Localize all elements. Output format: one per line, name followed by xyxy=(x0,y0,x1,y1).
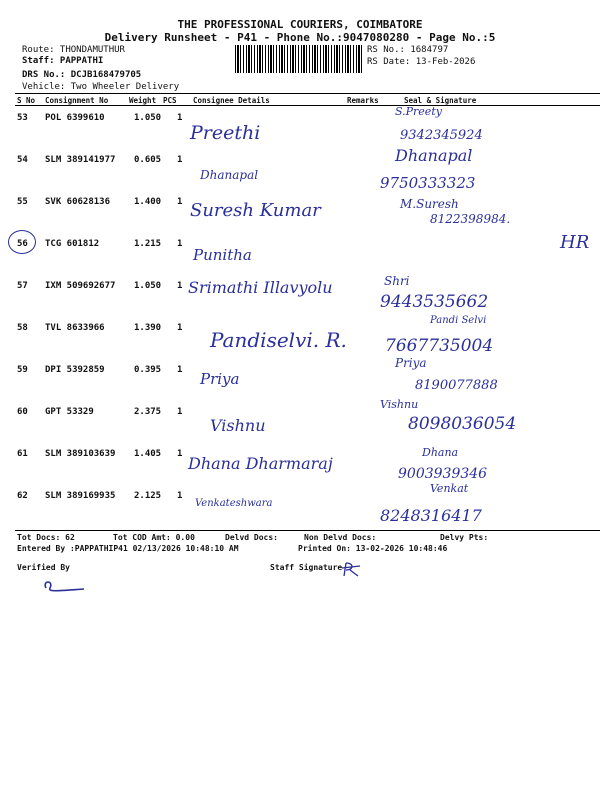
handwritten-signature: M.Suresh xyxy=(400,197,459,211)
runsheet-title: Delivery Runsheet - P41 - Phone No.:9047080280 - Page No.:5 xyxy=(104,31,496,44)
col-consignee: Consignee Details xyxy=(193,96,270,105)
row-pcs: 1 xyxy=(177,491,183,501)
table-row xyxy=(0,398,600,443)
delvy-pts: Delvy Pts: xyxy=(440,533,489,542)
row-weight: 0.605 xyxy=(134,155,162,165)
rs-number: RS No.: 1684797 xyxy=(367,45,449,55)
row-sno: 56 xyxy=(17,239,28,249)
vehicle-label: Vehicle: Two Wheeler Delivery xyxy=(22,82,180,92)
handwritten-phone: 9750333323 xyxy=(380,174,476,192)
handwritten-signature: Dhana xyxy=(422,446,459,459)
printed-on: Printed On: 13-02-2026 10:48:46 xyxy=(298,544,448,553)
handwritten-consignee-name: Srimathi Illavyolu xyxy=(188,278,333,297)
handwritten-phone: 8248316417 xyxy=(380,506,482,525)
row-consignment-no: SLM 389103639 xyxy=(45,449,116,459)
row-pcs: 1 xyxy=(177,281,183,291)
col-pcs: PCS xyxy=(163,96,177,105)
staff-signature-mark xyxy=(340,560,364,580)
drs-label: DRS No.: DCJB168479705 xyxy=(22,70,142,80)
handwritten-consignee-name: Punitha xyxy=(193,246,252,264)
handwritten-phone: 9443535662 xyxy=(380,292,489,312)
row-pcs: 1 xyxy=(177,197,183,207)
row-sno: 57 xyxy=(17,281,28,291)
handwritten-consignee-name: Priya xyxy=(200,370,240,388)
handwritten-phone: 9003939346 xyxy=(398,466,488,482)
col-weight: Weight xyxy=(129,96,157,105)
table-row xyxy=(0,315,600,359)
handwritten-signature: Vishnu xyxy=(380,398,419,411)
row-weight: 1.400 xyxy=(134,197,162,207)
row-pcs: 1 xyxy=(177,113,183,123)
rs-date: RS Date: 13-Feb-2026 xyxy=(367,57,476,67)
non-delvd-docs: Non Delvd Docs: xyxy=(304,533,377,542)
row-pcs: 1 xyxy=(177,407,183,417)
handwritten-consignee-name: Suresh Kumar xyxy=(190,200,321,221)
row-weight: 1.390 xyxy=(134,323,162,333)
delvd-docs: Delvd Docs: xyxy=(225,533,278,542)
row-weight: 1.050 xyxy=(134,281,162,291)
handwritten-phone: 8122398984. xyxy=(430,212,511,226)
row-consignment-no: POL 6399610 xyxy=(45,113,105,123)
row-sno: 61 xyxy=(17,449,28,459)
row-consignment-no: SLM 389141977 xyxy=(45,155,116,165)
company-title: THE PROFESSIONAL COURIERS, COIMBATORE xyxy=(177,18,423,31)
handwritten-phone: 7667735004 xyxy=(385,336,494,356)
handwritten-consignee-name: Dhana Dharmaraj xyxy=(188,454,333,473)
row-consignment-no: TVL 8633966 xyxy=(45,323,105,333)
handwritten-consignee-name: Preethi xyxy=(190,122,261,144)
col-consignment: Consignment No xyxy=(45,96,109,105)
tot-docs: Tot Docs: 62 xyxy=(17,533,75,542)
row-pcs: 1 xyxy=(177,155,183,165)
header-rule-top xyxy=(15,93,600,94)
row-sno: 59 xyxy=(17,365,28,375)
header-rule-bottom xyxy=(15,105,600,106)
tot-cod: Tot COD Amt: 0.00 xyxy=(113,533,195,542)
row-weight: 2.125 xyxy=(134,491,162,501)
row-consignment-no: DPI 5392859 xyxy=(45,365,105,375)
table-row xyxy=(0,146,600,192)
table-row xyxy=(0,276,600,317)
verified-by: Verified By xyxy=(17,563,70,572)
row-weight: 1.215 xyxy=(134,239,162,249)
row-weight: 0.395 xyxy=(134,365,162,375)
handwritten-signature: Shri xyxy=(384,274,410,288)
table-row xyxy=(0,444,600,485)
handwritten-phone: 9342345924 xyxy=(400,128,483,143)
row-consignment-no: SVK 60628136 xyxy=(45,197,111,207)
row-sno: 55 xyxy=(17,197,28,207)
row-sno: 54 xyxy=(17,155,28,165)
row-consignment-no: TCG 601812 xyxy=(45,239,100,249)
entered-by: Entered By :PAPPATHIP41 02/13/2026 10:48:10 AM xyxy=(17,544,239,553)
barcode xyxy=(235,45,363,73)
col-seal: Seal & Signature xyxy=(404,96,477,105)
row-pcs: 1 xyxy=(177,323,183,333)
handwritten-signature: Dhanapal xyxy=(395,146,473,165)
handwritten-consignee-name: Dhanapal xyxy=(200,168,259,182)
handwritten-signature: Pandi Selvi xyxy=(430,315,487,326)
table-row xyxy=(0,192,600,233)
handwritten-signature: Priya xyxy=(395,356,427,370)
row-sno: 53 xyxy=(17,113,28,123)
handwritten-signature: S.Preety xyxy=(395,105,442,118)
row-pcs: 1 xyxy=(177,449,183,459)
table-row xyxy=(0,105,600,149)
staff-signature-label: Staff Signature xyxy=(270,563,343,572)
handwritten-phone: 8098036054 xyxy=(408,414,517,434)
verifier-signature-mark xyxy=(40,576,90,596)
row-consignment-no: SLM 389169935 xyxy=(45,491,116,501)
row-pcs: 1 xyxy=(177,365,183,375)
row-sno: 60 xyxy=(17,407,28,417)
table-row xyxy=(0,234,600,275)
staff-label: Staff: PAPPATHI xyxy=(22,56,104,66)
row-weight: 1.050 xyxy=(134,113,162,123)
row-weight: 1.405 xyxy=(134,449,162,459)
table-row xyxy=(0,482,600,527)
table-row xyxy=(0,356,600,401)
row-sno: 58 xyxy=(17,323,28,333)
handwritten-consignee-name: Venkateshwara xyxy=(195,498,273,509)
col-remarks: Remarks xyxy=(347,96,379,105)
handwritten-consignee-name: Pandiselvi. R. xyxy=(210,328,347,352)
col-sno: S No xyxy=(17,96,36,105)
handwritten-signature: Venkat xyxy=(430,482,469,495)
footer-rule xyxy=(15,530,600,531)
row-pcs: 1 xyxy=(177,239,183,249)
handwritten-consignee-name: Vishnu xyxy=(210,416,266,435)
handwritten-signature: HR xyxy=(560,232,590,253)
row-weight: 2.375 xyxy=(134,407,162,417)
row-consignment-no: GPT 53329 xyxy=(45,407,94,417)
handwritten-phone: 8190077888 xyxy=(415,378,498,393)
row-consignment-no: IXM 509692677 xyxy=(45,281,116,291)
route-label: Route: THONDAMUTHUR xyxy=(22,45,125,55)
row-sno: 62 xyxy=(17,491,28,501)
